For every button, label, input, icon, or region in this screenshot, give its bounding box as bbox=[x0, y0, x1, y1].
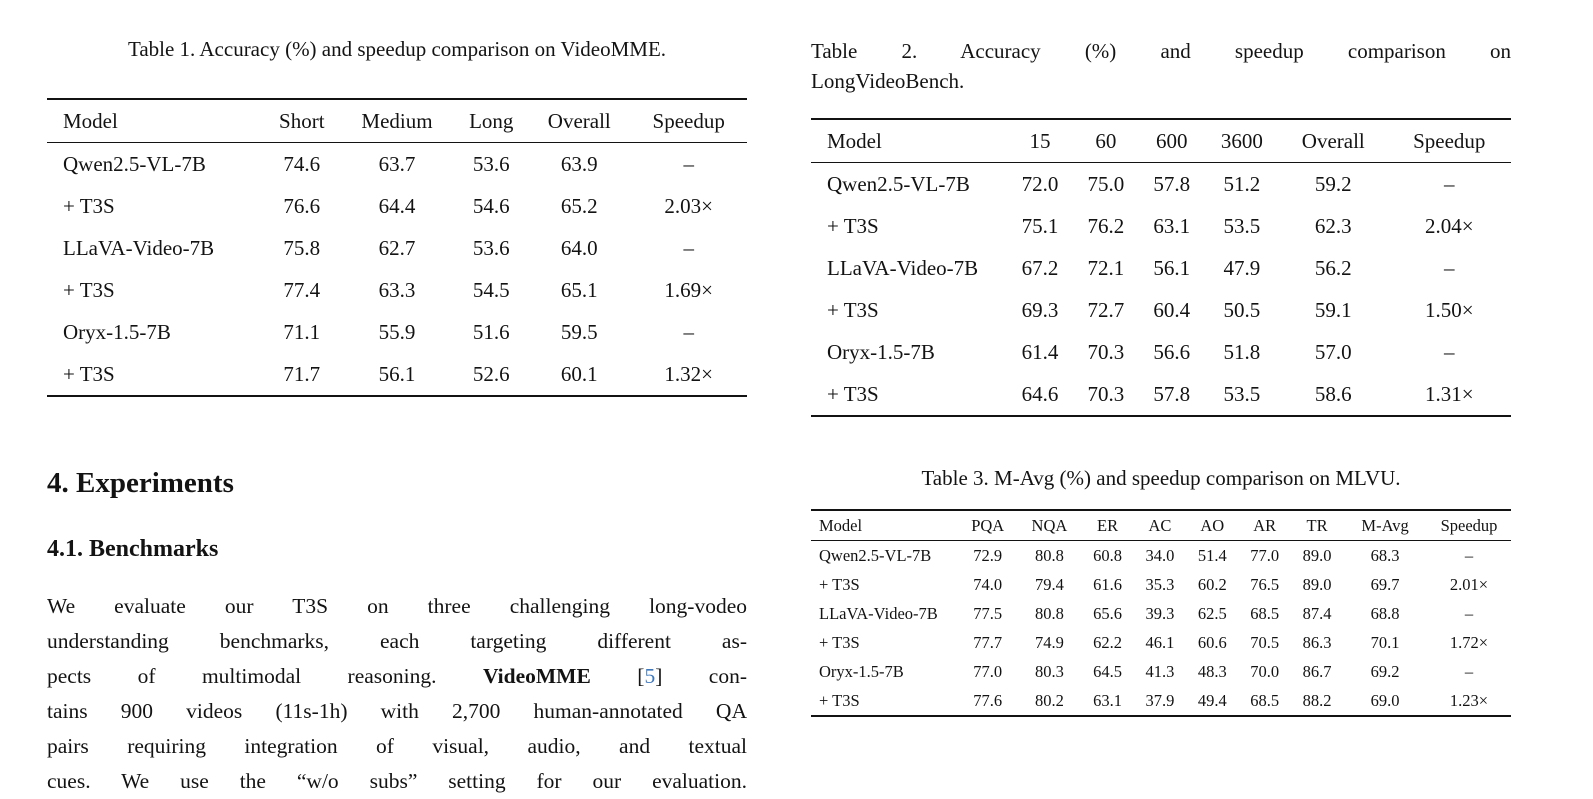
model-cell: + T3S bbox=[827, 213, 879, 238]
value-cell: 56.2 bbox=[1314, 255, 1352, 280]
value-cell: 62.3 bbox=[1314, 213, 1352, 238]
table-row bbox=[47, 143, 747, 186]
value-cell: 51.2 bbox=[1223, 171, 1261, 196]
value-cell: 35.3 bbox=[1145, 574, 1175, 594]
table2-longvideobench bbox=[811, 118, 1511, 417]
value-cell: 1.32× bbox=[664, 361, 713, 386]
value-cell: 54.6 bbox=[472, 193, 510, 218]
value-cell: 77.4 bbox=[283, 277, 321, 302]
value-cell: 61.4 bbox=[1021, 339, 1059, 364]
value-cell: 37.9 bbox=[1145, 690, 1175, 710]
value-cell: 68.8 bbox=[1370, 603, 1400, 623]
value-cell: – bbox=[1443, 339, 1455, 364]
value-cell: 53.6 bbox=[472, 235, 510, 260]
value-cell: 74.6 bbox=[283, 151, 321, 176]
paragraph-line: cues. We use the “w/o subs” setting for our evaluation. bbox=[47, 769, 747, 793]
value-cell: 51.6 bbox=[472, 319, 510, 344]
value-cell: 53.5 bbox=[1223, 381, 1261, 406]
value-cell: 61.6 bbox=[1093, 574, 1123, 594]
header-row bbox=[47, 99, 747, 143]
value-cell: 54.5 bbox=[472, 277, 510, 302]
table-row bbox=[811, 628, 1511, 657]
column-header: 3600 bbox=[1205, 119, 1279, 163]
value-cell: 64.6 bbox=[1021, 381, 1059, 406]
value-cell: 74.0 bbox=[973, 574, 1003, 594]
table2-caption bbox=[811, 34, 1511, 94]
column-header: Model bbox=[811, 510, 958, 541]
column-header: AR bbox=[1239, 510, 1291, 541]
value-cell: 77.7 bbox=[973, 632, 1003, 652]
value-cell: 75.0 bbox=[1087, 171, 1125, 196]
value-cell: 63.1 bbox=[1153, 213, 1191, 238]
value-cell: 2.04× bbox=[1424, 213, 1474, 238]
table-row bbox=[47, 311, 747, 353]
value-cell: – bbox=[1464, 545, 1474, 565]
model-cell: Oryx-1.5-7B bbox=[819, 661, 904, 681]
value-cell: 76.5 bbox=[1250, 574, 1280, 594]
value-cell: 1.50× bbox=[1424, 297, 1474, 322]
value-cell: 75.1 bbox=[1021, 213, 1059, 238]
value-cell: 46.1 bbox=[1145, 632, 1175, 652]
table-row bbox=[811, 657, 1511, 686]
column-header: NQA bbox=[1017, 510, 1081, 541]
text-span: pects of multimodal reasoning. bbox=[47, 664, 483, 688]
table-row bbox=[47, 185, 747, 227]
value-cell: 62.7 bbox=[378, 235, 416, 260]
column-header: M-Avg bbox=[1343, 510, 1427, 541]
column-header: Short bbox=[264, 99, 340, 143]
paragraph-line bbox=[47, 659, 747, 694]
paragraph-line: pairs requiring integration of visual, audio, and textual bbox=[47, 734, 747, 758]
table-row bbox=[811, 163, 1511, 206]
table3-mlvu bbox=[811, 509, 1511, 717]
paragraph-line: tains 900 videos (11s-1h) with 2,700 human-annotated QA bbox=[47, 699, 747, 723]
paragraph-line: understanding benchmarks, each targeting different as- bbox=[47, 629, 747, 653]
value-cell: 72.7 bbox=[1087, 297, 1125, 322]
header-row bbox=[811, 119, 1511, 163]
table1-caption: Table 1. Accuracy (%) and speedup comparison on VideoMME. bbox=[127, 37, 667, 61]
model-cell: + T3S bbox=[819, 632, 860, 652]
model-cell: + T3S bbox=[819, 690, 860, 710]
table-row bbox=[811, 247, 1511, 289]
value-cell: 57.8 bbox=[1153, 171, 1191, 196]
value-cell: 62.2 bbox=[1093, 632, 1123, 652]
value-cell: 68.5 bbox=[1250, 690, 1280, 710]
column-header: 600 bbox=[1139, 119, 1205, 163]
value-cell: 51.4 bbox=[1197, 545, 1227, 565]
value-cell: 1.31× bbox=[1424, 381, 1474, 406]
model-cell: Qwen2.5-VL-7B bbox=[827, 171, 970, 196]
value-cell: 70.0 bbox=[1250, 661, 1280, 681]
benchmark-name-bold: VideoMME bbox=[482, 664, 591, 688]
value-cell: 86.3 bbox=[1302, 632, 1332, 652]
column-header: 15 bbox=[1007, 119, 1073, 163]
table-row bbox=[811, 686, 1511, 716]
value-cell: 77.0 bbox=[973, 661, 1003, 681]
column-header: Speedup bbox=[1427, 510, 1511, 541]
value-cell: 47.9 bbox=[1223, 255, 1261, 280]
model-cell: LLaVA-Video-7B bbox=[827, 255, 979, 280]
value-cell: 69.2 bbox=[1370, 661, 1400, 681]
value-cell: 52.6 bbox=[472, 361, 510, 386]
value-cell: – bbox=[683, 151, 694, 176]
value-cell: 60.2 bbox=[1197, 574, 1227, 594]
model-cell: + T3S bbox=[63, 361, 115, 386]
value-cell: 64.5 bbox=[1093, 661, 1123, 681]
table2-caption-line1: Table 2. Accuracy (%) and speedup comparison on bbox=[811, 39, 1511, 63]
section-heading-experiments: 4. Experiments bbox=[47, 467, 234, 499]
model-cell: LLaVA-Video-7B bbox=[819, 603, 938, 623]
value-cell: 1.23× bbox=[1449, 690, 1489, 710]
value-cell: 2.01× bbox=[1449, 574, 1489, 594]
subsection-heading-benchmarks: 4.1. Benchmarks bbox=[47, 536, 219, 562]
model-cell: Oryx-1.5-7B bbox=[63, 319, 171, 344]
value-cell: 88.2 bbox=[1302, 690, 1332, 710]
table-row bbox=[811, 541, 1511, 571]
value-cell: 39.3 bbox=[1145, 603, 1175, 623]
value-cell: 60.4 bbox=[1153, 297, 1191, 322]
value-cell: 75.8 bbox=[283, 235, 321, 260]
value-cell: – bbox=[1443, 171, 1455, 196]
value-cell: 70.3 bbox=[1087, 381, 1125, 406]
value-cell: 71.1 bbox=[283, 319, 321, 344]
table2-caption-line2: LongVideoBench. bbox=[811, 69, 965, 93]
value-cell: 89.0 bbox=[1302, 545, 1332, 565]
value-cell: 50.5 bbox=[1223, 297, 1261, 322]
value-cell: 41.3 bbox=[1145, 661, 1175, 681]
value-cell: 71.7 bbox=[283, 361, 321, 386]
value-cell: 74.9 bbox=[1034, 632, 1064, 652]
value-cell: 53.6 bbox=[472, 151, 510, 176]
value-cell: – bbox=[1464, 661, 1474, 681]
citation-link[interactable]: 5 bbox=[644, 664, 656, 688]
value-cell: 70.3 bbox=[1087, 339, 1125, 364]
value-cell: 80.3 bbox=[1034, 661, 1064, 681]
value-cell: 72.1 bbox=[1087, 255, 1125, 280]
model-cell: Oryx-1.5-7B bbox=[827, 339, 935, 364]
column-header: Model bbox=[811, 119, 1007, 163]
model-cell: + T3S bbox=[827, 297, 879, 322]
value-cell: – bbox=[1443, 255, 1455, 280]
column-header: Speedup bbox=[630, 99, 747, 143]
value-cell: 64.4 bbox=[378, 193, 416, 218]
value-cell: 64.0 bbox=[560, 235, 598, 260]
header-row bbox=[811, 510, 1511, 541]
value-cell: 76.6 bbox=[283, 193, 321, 218]
value-cell: 65.2 bbox=[560, 193, 598, 218]
value-cell: 63.3 bbox=[378, 277, 416, 302]
column-header: Model bbox=[47, 99, 264, 143]
right-column bbox=[811, 34, 1511, 780]
text-span: ] con- bbox=[655, 664, 747, 688]
table-row bbox=[811, 205, 1511, 247]
value-cell: 63.7 bbox=[378, 151, 416, 176]
value-cell: 59.5 bbox=[560, 319, 598, 344]
value-cell: – bbox=[683, 319, 694, 344]
value-cell: 69.0 bbox=[1370, 690, 1400, 710]
value-cell: 80.2 bbox=[1034, 690, 1064, 710]
column-header: Overall bbox=[528, 99, 630, 143]
column-header: Overall bbox=[1279, 119, 1387, 163]
column-header: 60 bbox=[1073, 119, 1139, 163]
left-column bbox=[47, 34, 747, 793]
value-cell: 56.6 bbox=[1153, 339, 1191, 364]
value-cell: 1.69× bbox=[664, 277, 713, 302]
value-cell: 77.6 bbox=[973, 690, 1003, 710]
value-cell: 89.0 bbox=[1302, 574, 1332, 594]
value-cell: 70.1 bbox=[1370, 632, 1400, 652]
value-cell: 87.4 bbox=[1302, 603, 1332, 623]
model-cell: Qwen2.5-VL-7B bbox=[63, 151, 206, 176]
column-header: AC bbox=[1134, 510, 1186, 541]
value-cell: – bbox=[1464, 603, 1474, 623]
model-cell: + T3S bbox=[63, 193, 115, 218]
value-cell: 56.1 bbox=[1153, 255, 1191, 280]
column-header: PQA bbox=[958, 510, 1017, 541]
value-cell: 60.6 bbox=[1197, 632, 1227, 652]
column-header: AO bbox=[1186, 510, 1238, 541]
value-cell: 63.9 bbox=[560, 151, 598, 176]
column-header: TR bbox=[1291, 510, 1343, 541]
column-header: Long bbox=[454, 99, 528, 143]
column-header: ER bbox=[1081, 510, 1133, 541]
value-cell: 57.0 bbox=[1314, 339, 1352, 364]
value-cell: 62.5 bbox=[1197, 603, 1227, 623]
value-cell: 86.7 bbox=[1302, 661, 1332, 681]
value-cell: 72.9 bbox=[973, 545, 1003, 565]
value-cell: – bbox=[683, 235, 694, 260]
table-row bbox=[811, 570, 1511, 599]
paragraph-line: We evaluate our T3S on three challenging long-vodeo bbox=[47, 594, 747, 618]
column-header: Medium bbox=[340, 99, 455, 143]
value-cell: 59.1 bbox=[1314, 297, 1352, 322]
table-row bbox=[811, 599, 1511, 628]
value-cell: 67.2 bbox=[1021, 255, 1059, 280]
benchmarks-paragraph bbox=[47, 589, 747, 799]
model-cell: + T3S bbox=[827, 381, 879, 406]
value-cell: 2.03× bbox=[664, 193, 713, 218]
table-row bbox=[47, 269, 747, 311]
value-cell: 77.0 bbox=[1250, 545, 1280, 565]
model-cell: LLaVA-Video-7B bbox=[63, 235, 215, 260]
table-row bbox=[47, 227, 747, 269]
value-cell: 65.1 bbox=[560, 277, 598, 302]
value-cell: 34.0 bbox=[1145, 545, 1175, 565]
text-span: [ bbox=[590, 664, 645, 688]
value-cell: 79.4 bbox=[1034, 574, 1064, 594]
value-cell: 58.6 bbox=[1314, 381, 1352, 406]
value-cell: 70.5 bbox=[1250, 632, 1280, 652]
table-row bbox=[811, 289, 1511, 331]
value-cell: 69.3 bbox=[1021, 297, 1059, 322]
model-cell: + T3S bbox=[63, 277, 115, 302]
value-cell: 80.8 bbox=[1034, 603, 1064, 623]
value-cell: 49.4 bbox=[1197, 690, 1227, 710]
table-row bbox=[811, 373, 1511, 416]
value-cell: 53.5 bbox=[1223, 213, 1261, 238]
value-cell: 60.8 bbox=[1093, 545, 1123, 565]
value-cell: 76.2 bbox=[1087, 213, 1125, 238]
value-cell: 51.8 bbox=[1223, 339, 1261, 364]
value-cell: 68.5 bbox=[1250, 603, 1280, 623]
column-header: Speedup bbox=[1387, 119, 1511, 163]
value-cell: 68.3 bbox=[1370, 545, 1400, 565]
value-cell: 55.9 bbox=[378, 319, 416, 344]
value-cell: 77.5 bbox=[973, 603, 1003, 623]
value-cell: 63.1 bbox=[1093, 690, 1123, 710]
table-row bbox=[47, 353, 747, 396]
value-cell: 60.1 bbox=[560, 361, 598, 386]
value-cell: 72.0 bbox=[1021, 171, 1059, 196]
value-cell: 57.8 bbox=[1153, 381, 1191, 406]
model-cell: Qwen2.5-VL-7B bbox=[819, 545, 932, 565]
table-row bbox=[811, 331, 1511, 373]
model-cell: + T3S bbox=[819, 574, 860, 594]
value-cell: 48.3 bbox=[1197, 661, 1227, 681]
table1-videomme bbox=[47, 98, 747, 397]
value-cell: 65.6 bbox=[1093, 603, 1123, 623]
value-cell: 1.72× bbox=[1449, 632, 1489, 652]
value-cell: 56.1 bbox=[378, 361, 416, 386]
value-cell: 80.8 bbox=[1034, 545, 1064, 565]
table3-caption: Table 3. M-Avg (%) and speedup comparison on MLVU. bbox=[921, 466, 1401, 490]
value-cell: 59.2 bbox=[1314, 171, 1352, 196]
value-cell: 69.7 bbox=[1370, 574, 1400, 594]
